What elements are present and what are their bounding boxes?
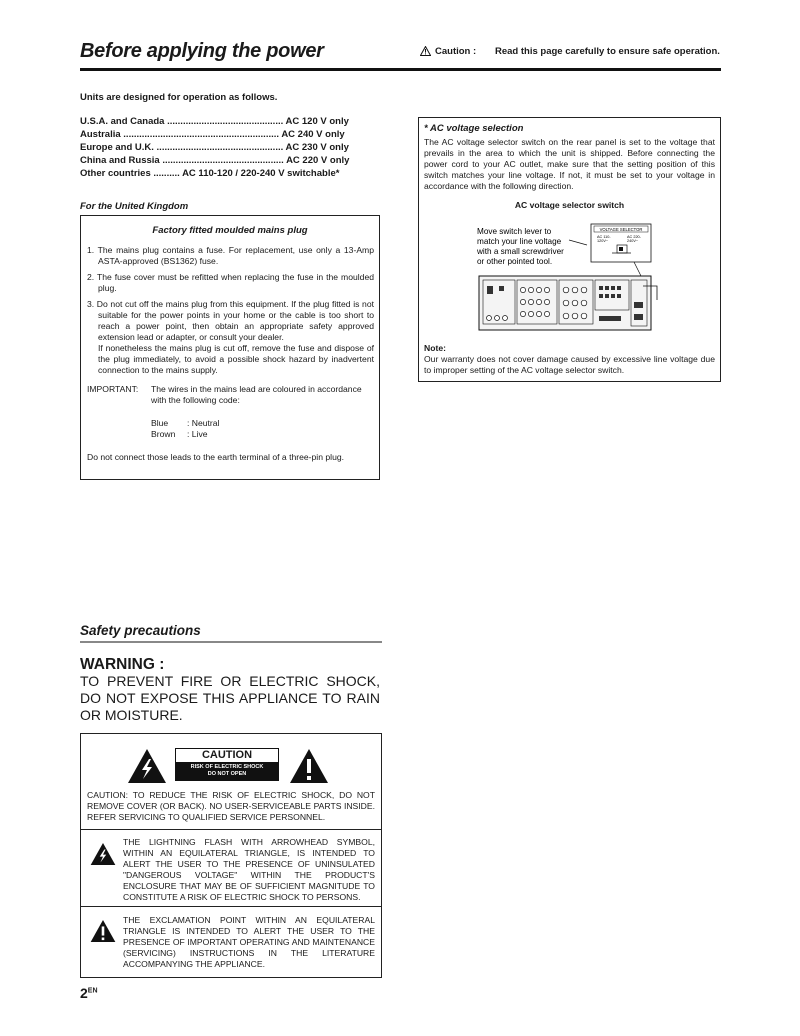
selector-left: 120V~ bbox=[597, 239, 609, 243]
caution-box bbox=[80, 733, 382, 978]
badge-word: CAUTION bbox=[201, 749, 253, 761]
selector-label: VOLTAGE SELECTOR bbox=[599, 227, 643, 232]
uk-plug-box bbox=[80, 215, 380, 480]
warning-heading: WARNING : bbox=[80, 656, 165, 673]
page-number: $2^{EN}$ bbox=[80, 985, 98, 1001]
list-item: 2. The fuse cover must be refitted when replacing the fuse in the moulded plug. bbox=[87, 272, 374, 293]
voltage-row: Europe and U.K. ................................................ AC 230 V only bbox=[80, 142, 349, 153]
ac-heading: * AC voltage selection bbox=[424, 123, 524, 134]
safety-rule bbox=[80, 641, 382, 643]
badge-text: RISK OF ELECTRIC SHOCK DO NOT OPEN bbox=[176, 762, 278, 780]
lightning-triangle-icon bbox=[127, 748, 167, 784]
exclamation-triangle-icon bbox=[90, 919, 116, 943]
note-label: Note: bbox=[424, 343, 446, 353]
uk-box-title: Factory fitted moulded mains plug bbox=[152, 225, 308, 236]
important-text: The wires in the mains lead are coloured in accordance with the following code: bbox=[151, 384, 362, 405]
caution-label: Caution : bbox=[435, 46, 477, 57]
ac-text: The AC voltage selector switch on the rear panel is set to the voltage that prevails in the area to which the unit is shipped. Before connecting the power cord to your AC outlet, make sure that the setting position of this switch matches your line voltage. If not, it must be set to your voltage in accordance with the following direction. bbox=[424, 137, 715, 191]
list-item: Brown : Live bbox=[151, 429, 208, 439]
caution-paragraph: CAUTION: TO REDUCE THE RISK OF ELECTRIC SHOCK, DO NOT REMOVE COVER (OR BACK). NO USER-SERVICEABLE PARTS INSIDE. REFER SERVICING TO QUALIFIED SERVICE PERSONNEL. bbox=[87, 790, 375, 822]
diagram-title: AC voltage selector switch bbox=[514, 200, 625, 210]
earth-warning: Do not connect those leads to the earth terminal of a three-pin plug. bbox=[87, 452, 345, 462]
warning-text: TO PREVENT FIRE OR ELECTRIC SHOCK, DO NOT EXPOSE THIS APPLIANCE TO RAIN OR MOISTURE. bbox=[80, 673, 380, 723]
callout-line: or other pointed tool. bbox=[477, 257, 553, 266]
exclamation-triangle-icon bbox=[289, 748, 329, 784]
header-caution bbox=[420, 46, 720, 59]
ac-voltage-box bbox=[418, 117, 721, 382]
list-item: 3. Do not cut off the mains plug from this equipment. If the plug fitted is not suitable for the power points in your home or the cable is too short to reach a power point, then obtain an appropriate safety approved extension lead or adapter, or consult your dealer. bbox=[87, 299, 374, 342]
divider bbox=[81, 906, 381, 907]
voltage-row: China and Russia .............................................. AC 220 V only bbox=[80, 155, 350, 166]
list-item: 1. The mains plug contains a fuse. For replacement, use only a 13-Amp ASTA-approved (BS1362) fuse. bbox=[87, 245, 374, 266]
voltage-row: U.S.A. and Canada ............................................ AC 120 V only bbox=[80, 116, 349, 127]
voltage-row: Australia ........................................................... AC 240 V only bbox=[80, 129, 345, 140]
list-item: If nonetheless the mains plug is cut off, remove the fuse and dispose of the plug immediately, to avoid a possible shock hazard by inadvertent connection to the mains supply. bbox=[98, 343, 374, 375]
list-item: Blue : Neutral bbox=[151, 418, 220, 428]
safety-heading: Safety precautions bbox=[80, 623, 201, 638]
voltage-list bbox=[80, 115, 382, 180]
warning-triangle-icon bbox=[420, 46, 431, 59]
header-rule bbox=[80, 68, 721, 71]
selector-right: 240V~ bbox=[627, 239, 639, 243]
uk-heading: For the United Kingdom bbox=[80, 201, 189, 212]
caution-text: Read this page carefully to ensure safe operation. bbox=[495, 46, 720, 57]
callout-line: match your line voltage bbox=[477, 237, 562, 246]
important-note bbox=[81, 384, 379, 406]
lightning-paragraph: THE LIGHTNING FLASH WITH ARROWHEAD SYMBOL, WITHIN AN EQUILATERAL TRIANGLE, IS INTENDED TO ALERT THE USER TO THE PRESENCE OF UNINSULATED "DANGEROUS VOLTAGE" WITHIN THE PRODUCT'S ENCLOSURE THAT MAY BE OF SUFFICIENT MAGNITUDE TO CONSTITUTE A RISK OF ELECTRIC SHOCK TO PERSONS. bbox=[123, 837, 375, 902]
voltage-intro: Units are designed for operation as follows. bbox=[80, 92, 278, 103]
page-title: Before applying the power bbox=[80, 40, 324, 62]
selector-right: AC 220- bbox=[627, 235, 641, 239]
callout-line: Move switch lever to bbox=[477, 227, 552, 236]
important-label: IMPORTANT: bbox=[87, 384, 139, 394]
exclamation-paragraph: THE EXCLAMATION POINT WITHIN AN EQUILATERAL TRIANGLE IS INTENDED TO ALERT THE USER TO THE PRESENCE OF IMPORTANT OPERATING AND MAINTENANCE (SERVICING) INSTRUCTIONS IN THE LITERATURE ACCOMPANYING THE APPLIANCE. bbox=[123, 915, 375, 969]
rear-panel-diagram bbox=[419, 210, 720, 340]
selector-left: AC 110- bbox=[597, 235, 611, 239]
callout-line: with a small screwdriver bbox=[477, 247, 564, 256]
lightning-triangle-icon bbox=[90, 842, 116, 866]
note-text: Our warranty does not cover damage caused by excessive line voltage due to improper setting of the AC voltage selector switch. bbox=[424, 354, 715, 375]
voltage-row: Other countries .......... AC 110-120 / 220-240 V switchable* bbox=[80, 168, 340, 179]
caution-badge bbox=[175, 748, 279, 781]
divider bbox=[81, 829, 381, 830]
wire-codes bbox=[81, 418, 379, 440]
